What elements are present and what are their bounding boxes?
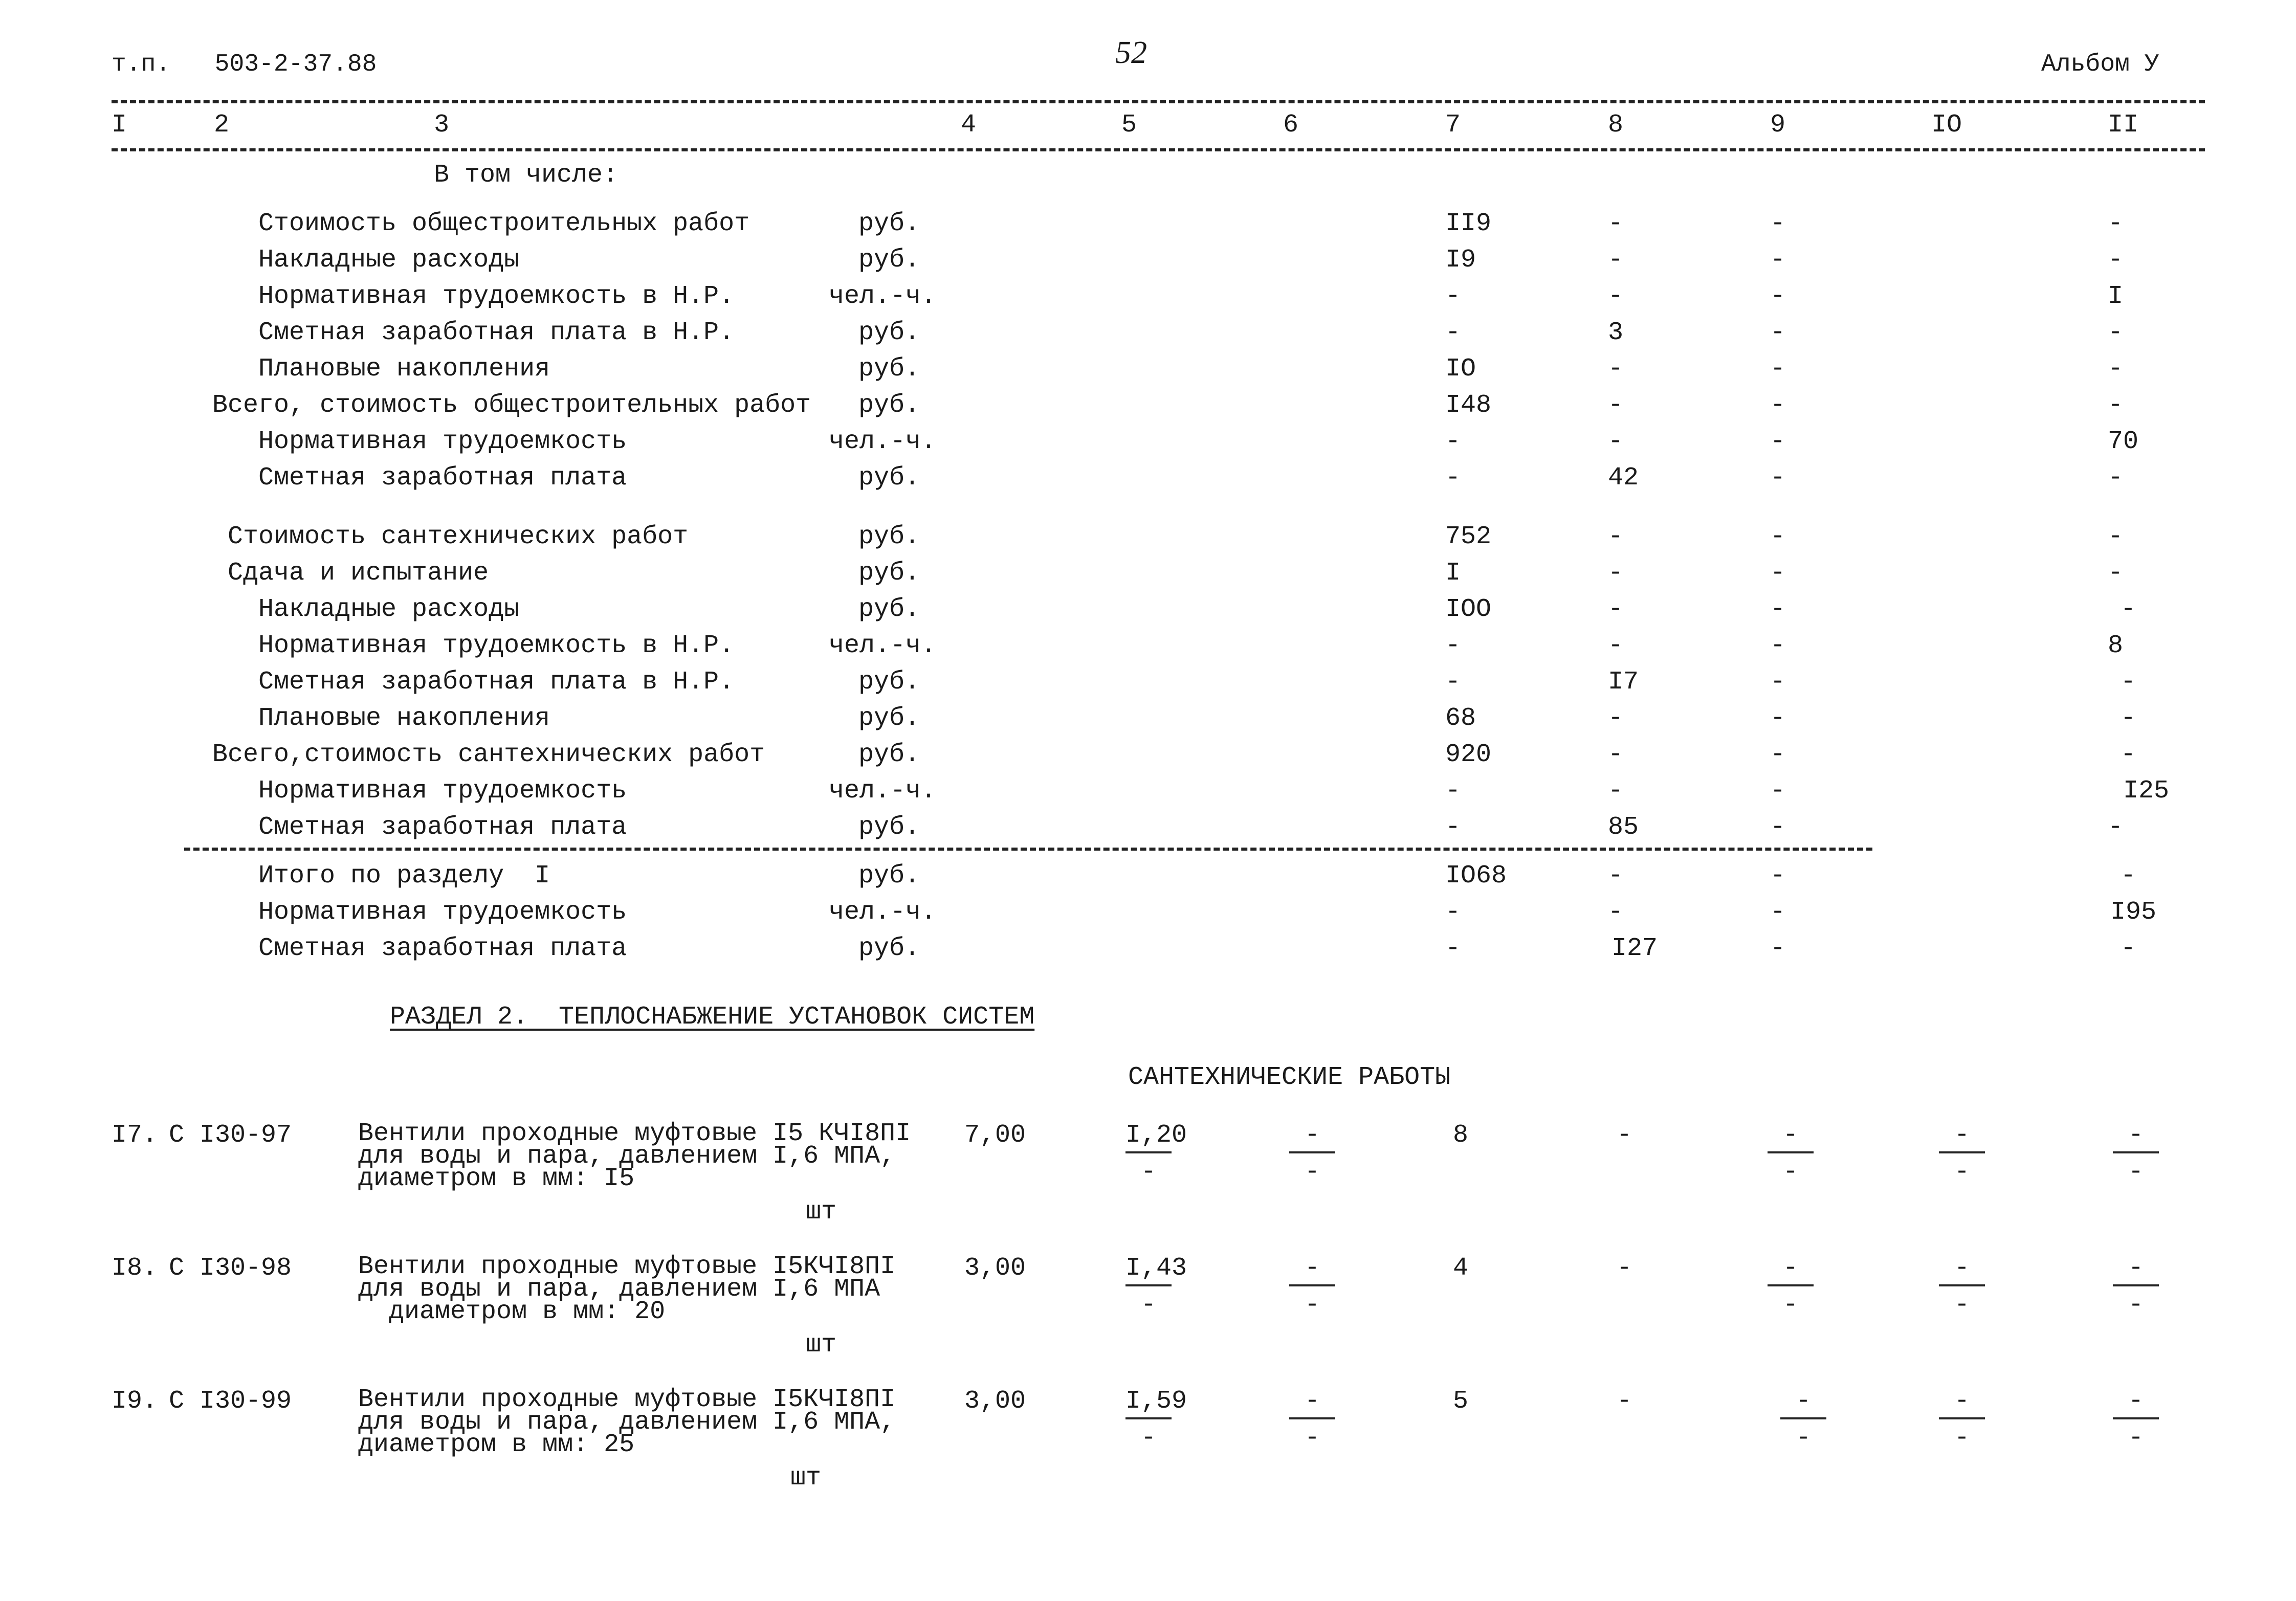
- row-col7: I: [1445, 559, 1461, 588]
- item-quantity: 7,00: [964, 1121, 1026, 1150]
- item-number: I9.: [112, 1387, 158, 1416]
- row-col11: -: [2121, 595, 2136, 624]
- row-label: Сметная заработная плата: [258, 934, 627, 963]
- row-unit: руб.: [858, 354, 920, 384]
- row-col11: -: [2108, 559, 2124, 588]
- row-col9: -: [1770, 282, 1786, 311]
- row-col7: 752: [1445, 522, 1492, 551]
- item-col11: [2113, 1256, 2159, 1318]
- row-col9: -: [1770, 861, 1786, 891]
- row-col11: -: [2108, 522, 2124, 551]
- item-quantity: 3,00: [964, 1387, 1026, 1416]
- album-label: Альбом У: [2041, 51, 2159, 78]
- row-unit: руб.: [858, 740, 920, 769]
- row-col8: 3: [1608, 318, 1624, 347]
- row-label: Плановые накопления: [258, 354, 550, 384]
- item-col7: 4: [1453, 1254, 1469, 1283]
- item-col9-bottom: -: [1795, 1424, 1811, 1453]
- col-header-3: 3: [434, 110, 450, 140]
- item-col8: -: [1617, 1254, 1632, 1283]
- row-col11: -: [2108, 246, 2124, 275]
- section2-title: РАЗДЕЛ 2. ТЕПЛОСНАБЖЕНИЕ УСТАНОВОК СИСТЕМ: [390, 1003, 1035, 1032]
- row-col8: I27: [1611, 934, 1658, 963]
- item-col10-top: -: [1954, 1387, 1970, 1416]
- row-col9: -: [1770, 813, 1786, 842]
- item-col9: [1780, 1389, 1826, 1451]
- row-col7: IO: [1445, 354, 1476, 384]
- row-label: Плановые накопления: [258, 704, 550, 733]
- row-col7: -: [1445, 813, 1461, 842]
- row-col11: I95: [2110, 898, 2157, 927]
- row-col7: IO68: [1445, 861, 1507, 891]
- row-label: Сметная заработная плата: [258, 813, 627, 842]
- item-col5-top: I,59: [1125, 1387, 1187, 1416]
- row-unit: чел.-ч.: [829, 776, 937, 806]
- row-label: Всего, стоимость общестроительных работ: [212, 391, 811, 420]
- row-label: Сметная заработная плата в Н.Р.: [258, 668, 735, 697]
- row-col9: -: [1770, 595, 1786, 624]
- row-col9: -: [1770, 559, 1786, 588]
- item-col10: [1939, 1389, 1985, 1451]
- row-col11: -: [2121, 934, 2136, 963]
- row-col9: -: [1770, 246, 1786, 275]
- row-unit: руб.: [858, 463, 920, 493]
- item-col11-top: -: [2128, 1387, 2144, 1416]
- col-header-7: 7: [1445, 110, 1461, 140]
- row-col7: -: [1445, 776, 1461, 806]
- row-col7: -: [1445, 898, 1461, 927]
- item-col11-top: -: [2128, 1121, 2144, 1150]
- row-col8: -: [1608, 776, 1624, 806]
- row-col8: 85: [1608, 813, 1639, 842]
- row-col9: -: [1770, 934, 1786, 963]
- row-col7: -: [1445, 282, 1461, 311]
- row-unit: руб.: [858, 668, 920, 697]
- section2-subtitle: САНТЕХНИЧЕСКИЕ РАБОТЫ: [1128, 1063, 1451, 1092]
- item-code: С I30-97: [169, 1121, 292, 1150]
- row-label: Сдача и испытание: [228, 559, 489, 588]
- col-header-6: 6: [1283, 110, 1299, 140]
- item-number: I8.: [112, 1254, 158, 1283]
- row-col11: -: [2121, 704, 2136, 733]
- col-header-2: 2: [214, 110, 230, 140]
- item-col5: [1125, 1121, 1187, 1187]
- item-col6: [1289, 1256, 1335, 1318]
- row-label: Итого по разделу I: [258, 861, 550, 891]
- row-label: Нормативная трудоемкость в Н.Р.: [258, 631, 735, 660]
- col-header-5: 5: [1121, 110, 1137, 140]
- row-col11: 70: [2108, 427, 2139, 456]
- row-label: Сметная заработная плата в Н.Р.: [258, 318, 735, 347]
- row-col11: -: [2121, 668, 2136, 697]
- row-label: Нормативная трудоемкость: [258, 898, 627, 927]
- row-label: Накладные расходы: [258, 246, 520, 275]
- row-unit: чел.-ч.: [829, 898, 937, 927]
- item-col5-top: I,43: [1125, 1254, 1187, 1283]
- col-header-10: IO: [1931, 110, 1962, 140]
- row-col7: -: [1445, 318, 1461, 347]
- item-number: I7.: [112, 1121, 158, 1150]
- row-col8: -: [1608, 522, 1624, 551]
- item-col11-bottom: -: [2128, 1291, 2144, 1320]
- item-col6-top: -: [1304, 1387, 1320, 1416]
- item-col6: [1289, 1389, 1335, 1451]
- row-unit: руб.: [858, 813, 920, 842]
- document-code: т.п. 503-2-37.88: [112, 51, 377, 78]
- row-col8: -: [1608, 631, 1624, 660]
- row-col7: -: [1445, 668, 1461, 697]
- row-col8: 42: [1608, 463, 1639, 493]
- item-col9-top: -: [1782, 1121, 1798, 1150]
- row-col11: I25: [2123, 776, 2170, 806]
- row-unit: руб.: [858, 934, 920, 963]
- item-unit: шт: [806, 1197, 837, 1227]
- row-col7: -: [1445, 934, 1461, 963]
- row-col11: -: [2108, 318, 2124, 347]
- row-col9: -: [1770, 776, 1786, 806]
- row-col8: -: [1608, 354, 1624, 384]
- item-col9: [1768, 1123, 1814, 1185]
- row-col11: -: [2108, 463, 2124, 493]
- item-col8: -: [1617, 1387, 1632, 1416]
- item-description: Вентили проходные муфтовые I5КЧI8ПI для воды и пара, давлением I,6 МПА, диаметром в мм: 25: [358, 1385, 896, 1459]
- row-label: Сметная заработная плата: [258, 463, 627, 493]
- item-col5-bottom: -: [1140, 1158, 1156, 1187]
- row-label: Всего,стоимость сантехнических работ: [212, 740, 765, 769]
- item-col11-bottom: -: [2128, 1424, 2144, 1453]
- item-col5-bottom: -: [1140, 1424, 1156, 1453]
- item-col10-bottom: -: [1954, 1424, 1970, 1453]
- row-label: Нормативная трудоемкость: [258, 427, 627, 456]
- row-col9: -: [1770, 898, 1786, 927]
- col-header-4: 4: [961, 110, 977, 140]
- item-col10-top: -: [1954, 1121, 1970, 1150]
- row-unit: руб.: [858, 861, 920, 891]
- row-label: Нормативная трудоемкость: [258, 776, 627, 806]
- item-col6: [1289, 1123, 1335, 1185]
- row-col7: II9: [1445, 209, 1492, 238]
- row-col8: -: [1608, 559, 1624, 588]
- row-col7: I9: [1445, 246, 1476, 275]
- row-col8: -: [1608, 427, 1624, 456]
- row-unit: руб.: [858, 391, 920, 420]
- row-col9: -: [1770, 318, 1786, 347]
- row-col9: -: [1770, 631, 1786, 660]
- row-col9: -: [1770, 209, 1786, 238]
- item-description: Вентили проходные муфтовые I5 КЧI8ПI для воды и пара, давлением I,6 МПА, диаметром в мм: I5: [358, 1119, 911, 1193]
- row-unit: руб.: [858, 522, 920, 551]
- row-col11: -: [2108, 813, 2124, 842]
- item-col9-bottom: -: [1782, 1158, 1798, 1187]
- row-col9: -: [1770, 668, 1786, 697]
- item-description: Вентили проходные муфтовые I5КЧI8ПI для воды и пара, давлением I,6 МПА диаметром в мм: 20: [358, 1252, 896, 1326]
- row-label: Стоимость сантехнических работ: [228, 522, 689, 551]
- item-col9: [1768, 1256, 1814, 1318]
- item-col7: 8: [1453, 1121, 1469, 1150]
- item-col5-bottom: -: [1140, 1291, 1156, 1320]
- row-col8: I7: [1608, 668, 1639, 697]
- row-col11: I: [2108, 282, 2124, 311]
- row-col9: -: [1770, 354, 1786, 384]
- item-col6-bottom: -: [1304, 1158, 1320, 1187]
- row-unit: руб.: [858, 559, 920, 588]
- row-col11: 8: [2108, 631, 2124, 660]
- row-col8: -: [1608, 898, 1624, 927]
- row-label: Накладные расходы: [258, 595, 520, 624]
- page-number: 52: [1115, 35, 1147, 70]
- row-col11: -: [2108, 209, 2124, 238]
- item-col9-top: -: [1795, 1387, 1811, 1416]
- row-unit: руб.: [858, 246, 920, 275]
- item-col6-bottom: -: [1304, 1291, 1320, 1320]
- item-col10-top: -: [1954, 1254, 1970, 1283]
- row-col9: -: [1770, 463, 1786, 493]
- header-bottom-rule: [112, 148, 2205, 151]
- item-unit: шт: [790, 1463, 822, 1493]
- row-label: Нормативная трудоемкость в Н.Р.: [258, 282, 735, 311]
- row-col8: -: [1608, 595, 1624, 624]
- row-unit: руб.: [858, 704, 920, 733]
- subtotal-rule: [184, 848, 1872, 851]
- item-col11-top: -: [2128, 1254, 2144, 1283]
- col-header-8: 8: [1608, 110, 1624, 140]
- item-col11: [2113, 1389, 2159, 1451]
- row-col11: -: [2108, 354, 2124, 384]
- row-col9: -: [1770, 522, 1786, 551]
- item-col9-top: -: [1782, 1254, 1798, 1283]
- row-col8: -: [1608, 704, 1624, 733]
- item-code: С I30-99: [169, 1387, 292, 1416]
- row-col7: 68: [1445, 704, 1476, 733]
- row-col7: -: [1445, 463, 1461, 493]
- row-col7: -: [1445, 427, 1461, 456]
- item-col6-bottom: -: [1304, 1424, 1320, 1453]
- item-col6-top: -: [1304, 1254, 1320, 1283]
- row-col7: -: [1445, 631, 1461, 660]
- row-col8: -: [1608, 861, 1624, 891]
- col-header-1: I: [112, 110, 127, 140]
- row-col9: -: [1770, 427, 1786, 456]
- row-col7: 920: [1445, 740, 1492, 769]
- row-unit: чел.-ч.: [829, 631, 937, 660]
- item-col11: [2113, 1123, 2159, 1185]
- item-col5: [1125, 1254, 1187, 1320]
- row-col9: -: [1770, 391, 1786, 420]
- item-col9-bottom: -: [1782, 1291, 1798, 1320]
- item-col8: -: [1617, 1121, 1632, 1150]
- row-col7: I48: [1445, 391, 1492, 420]
- item-col5: [1125, 1387, 1187, 1453]
- item-col10: [1939, 1123, 1985, 1185]
- row-col9: -: [1770, 740, 1786, 769]
- item-code: С I30-98: [169, 1254, 292, 1283]
- item-col6-top: -: [1304, 1121, 1320, 1150]
- item-unit: шт: [806, 1330, 837, 1360]
- row-col11: -: [2121, 861, 2136, 891]
- row-col8: -: [1608, 282, 1624, 311]
- row-unit: руб.: [858, 595, 920, 624]
- item-col7: 5: [1453, 1387, 1469, 1416]
- row-col11: -: [2108, 391, 2124, 420]
- header-top-rule: [112, 100, 2205, 103]
- item-col10-bottom: -: [1954, 1291, 1970, 1320]
- row-col8: -: [1608, 246, 1624, 275]
- row-col8: -: [1608, 209, 1624, 238]
- intro-text: В том числе:: [434, 161, 619, 190]
- row-col9: -: [1770, 704, 1786, 733]
- col-header-11: II: [2108, 110, 2139, 140]
- row-unit: руб.: [858, 318, 920, 347]
- row-unit: чел.-ч.: [829, 427, 937, 456]
- item-quantity: 3,00: [964, 1254, 1026, 1283]
- row-col11: -: [2121, 740, 2136, 769]
- col-header-9: 9: [1770, 110, 1786, 140]
- row-col8: -: [1608, 391, 1624, 420]
- row-label: Стоимость общестроительных работ: [258, 209, 750, 238]
- row-col7: IOO: [1445, 595, 1492, 624]
- item-col10: [1939, 1256, 1985, 1318]
- row-unit: чел.-ч.: [829, 282, 937, 311]
- row-col8: -: [1608, 740, 1624, 769]
- item-col10-bottom: -: [1954, 1158, 1970, 1187]
- item-col5-top: I,20: [1125, 1121, 1187, 1150]
- row-unit: руб.: [858, 209, 920, 238]
- item-col11-bottom: -: [2128, 1158, 2144, 1187]
